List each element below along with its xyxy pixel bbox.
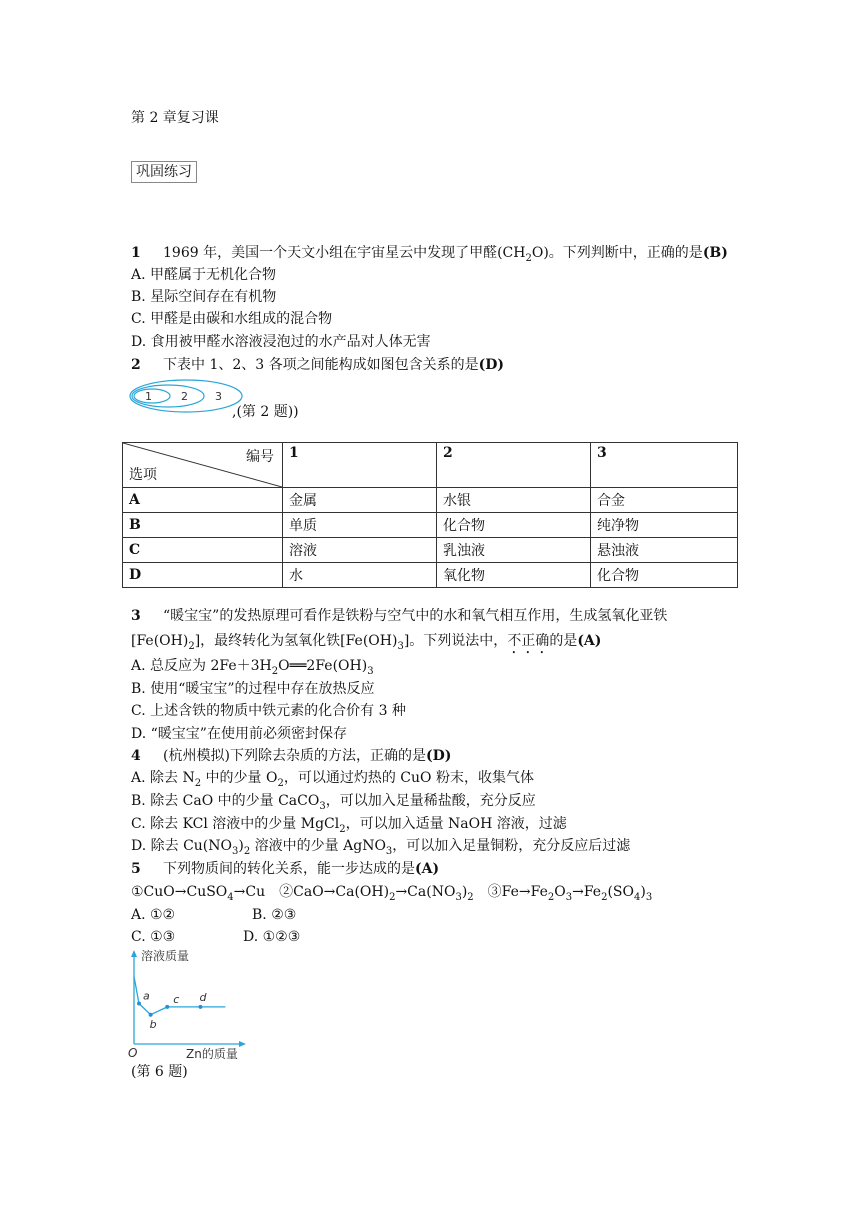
- chart-marks: [134, 977, 225, 1031]
- q2-label-1: 1: [145, 390, 152, 403]
- table-col-1: 1: [283, 443, 437, 488]
- table-cell: 单质: [283, 513, 437, 538]
- q1-answer: (B): [702, 245, 728, 261]
- q3-answer: (A): [577, 633, 602, 649]
- table-cell: 化合物: [437, 513, 591, 538]
- q1-option-b: B. 星际空间存在有机物: [131, 289, 277, 305]
- q4-stem-text: (杭州模拟)下列除去杂质的方法，正确的是: [163, 748, 426, 764]
- table-cell: 合金: [591, 488, 738, 513]
- table-header-left: 选项: [129, 467, 157, 483]
- table-col-2: 2: [437, 443, 591, 488]
- q1-option-d: D. 食用被甲醛水溶液浸泡过的水产品对人体无害: [131, 334, 431, 350]
- q6-caption: (第 6 题): [131, 1064, 188, 1080]
- data-point-c: [165, 1005, 169, 1009]
- q3-emphasis: 不正确: [507, 633, 550, 649]
- table-cell: 水: [283, 563, 437, 588]
- q3-option-a: A. 总反应为 $2Fe+3H_2O══2Fe(OH)_3$: [131, 658, 374, 677]
- q5-option-d: D. ①②③: [243, 929, 301, 945]
- q5-option-a: A. ①②: [131, 907, 176, 923]
- data-point-a: [137, 1002, 141, 1006]
- data-point-b: [149, 1013, 153, 1017]
- point-label-a: a: [142, 989, 150, 1003]
- table-row: [123, 513, 738, 538]
- q2-label-2: 2: [181, 390, 188, 403]
- q5-number: 5: [131, 861, 141, 877]
- table-row: [123, 563, 738, 588]
- q3-option-c: C. 上述含铁的物质中铁元素的化合价有 3 种: [131, 703, 406, 719]
- y-axis-label: 溶液质量: [141, 949, 190, 963]
- q3-stem-line2: $[Fe(OH)_2]$，最终转化为氢氧化铁$[Fe(OH)_3]$。下列说法中，不正确的是(A): [131, 633, 602, 652]
- q2-inclusion-diagram: [128, 378, 246, 416]
- q2-ellipse-inner: [134, 389, 170, 403]
- q4-stem: [131, 746, 451, 766]
- table-cell: 乳浊液: [437, 538, 591, 563]
- point-label-c: c: [173, 992, 180, 1006]
- q2-number: 2: [131, 357, 141, 373]
- table-row: [123, 538, 738, 563]
- table-cell: B: [123, 513, 283, 538]
- q3-number: 3: [131, 608, 141, 624]
- table-header-right: 编号: [246, 449, 274, 465]
- q2-answer: (D): [478, 357, 505, 373]
- table-cell: A: [123, 488, 283, 513]
- q5-stem: [131, 859, 439, 879]
- y-axis-arrow: [131, 950, 137, 957]
- q4-option-b: B. 除去 CaO 中的少量 CaCO$_3$，可以加入足量稀盐酸，充分反应: [131, 793, 536, 812]
- data-point-d: [198, 1005, 202, 1009]
- table-cell: 金属: [283, 488, 437, 513]
- section-label-text: 巩固练习: [131, 161, 197, 183]
- q5-chain: ①CuO→CuSO$_4$→Cu $②CaO\to Ca(OH)_2\to Ca(NO_3)_2$ $③Fe\to Fe_2O_3\to Fe_2(SO_4)_3$: [131, 884, 653, 903]
- point-label-b: b: [149, 1017, 157, 1031]
- q1-option-c: C. 甲醛是由碳和水组成的混合物: [131, 311, 333, 327]
- q4-number: 4: [131, 748, 141, 764]
- table-row: [123, 488, 738, 513]
- q1-number: 1: [131, 245, 141, 261]
- table-diagonal-header: [123, 443, 283, 488]
- origin-label: O: [128, 1046, 138, 1060]
- q4-option-d: D. 除去 $Cu(NO_3)_2$ 溶液中的少量 AgNO$_3$，可以加入足量铜粉，充分反应后过滤: [131, 838, 631, 857]
- table-cell: 溶液: [283, 538, 437, 563]
- table-col-3: 3: [591, 443, 738, 488]
- q2-stem-text: 下表中 1、2、3 各项之间能构成如图包含关系的是: [163, 357, 479, 373]
- x-axis-label: Zn的质量: [186, 1047, 238, 1061]
- table-cell: 纯净物: [591, 513, 738, 538]
- q5-options-row1: [131, 905, 296, 925]
- table-cell: 悬浊液: [591, 538, 738, 563]
- table-cell: 水银: [437, 488, 591, 513]
- q1-stem-sub: 2: [525, 252, 532, 264]
- q5-option-b: B. ②③: [252, 907, 297, 923]
- table-cell: 化合物: [591, 563, 738, 588]
- x-axis-arrow: [239, 1041, 246, 1047]
- q2-table: [122, 442, 738, 588]
- q4-answer: (D): [425, 748, 452, 764]
- q1-stem-text: 1969 年，美国一个天文小组在宇宙星云中发现了甲醛(CH: [163, 245, 526, 261]
- q4-option-c: C. 除去 KCl 溶液中的少量 MgCl$_2$，可以加入适量 NaOH 溶液，过滤: [131, 816, 567, 835]
- q2-ellipse-middle: [132, 385, 204, 407]
- q3-option-d: D. “暖宝宝”在使用前必须密封保存: [131, 726, 347, 742]
- q5-option-c: C. ①③: [131, 929, 176, 945]
- chapter-title: 第 2 章复习课: [131, 110, 219, 126]
- q1-stem-tail: O)。下列判断中，正确的是: [531, 245, 703, 261]
- q2-stem: [131, 355, 504, 375]
- q3-stem-line1: [131, 606, 667, 626]
- q3-option-b: B. 使用“暖宝宝”的过程中存在放热反应: [131, 681, 375, 697]
- q4-option-a: A. 除去 $N_2$ 中的少量 $O_2$，可以通过灼热的 CuO 粉末，收集气体: [131, 770, 534, 789]
- q2-label-3: 3: [215, 390, 222, 403]
- q1-option-a: A. 甲醛属于无机化合物: [131, 267, 277, 283]
- point-label-d: d: [199, 990, 207, 1004]
- q2-caption: ,(第 2 题)): [232, 404, 299, 420]
- q3-stem-text: “暖宝宝”的发热原理可看作是铁粉与空气中的水和氧气相互作用，生成氢氧化亚铁: [163, 608, 668, 624]
- table-cell: D: [123, 563, 283, 588]
- q5-answer: (A): [415, 861, 440, 877]
- section-label: [131, 161, 197, 181]
- table-cell: 氧化物: [437, 563, 591, 588]
- q6-chart: [124, 944, 254, 1064]
- table-cell: C: [123, 538, 283, 563]
- q5-stem-text: 下列物质间的转化关系，能一步达成的是: [163, 861, 416, 877]
- table-header-row: [123, 443, 738, 488]
